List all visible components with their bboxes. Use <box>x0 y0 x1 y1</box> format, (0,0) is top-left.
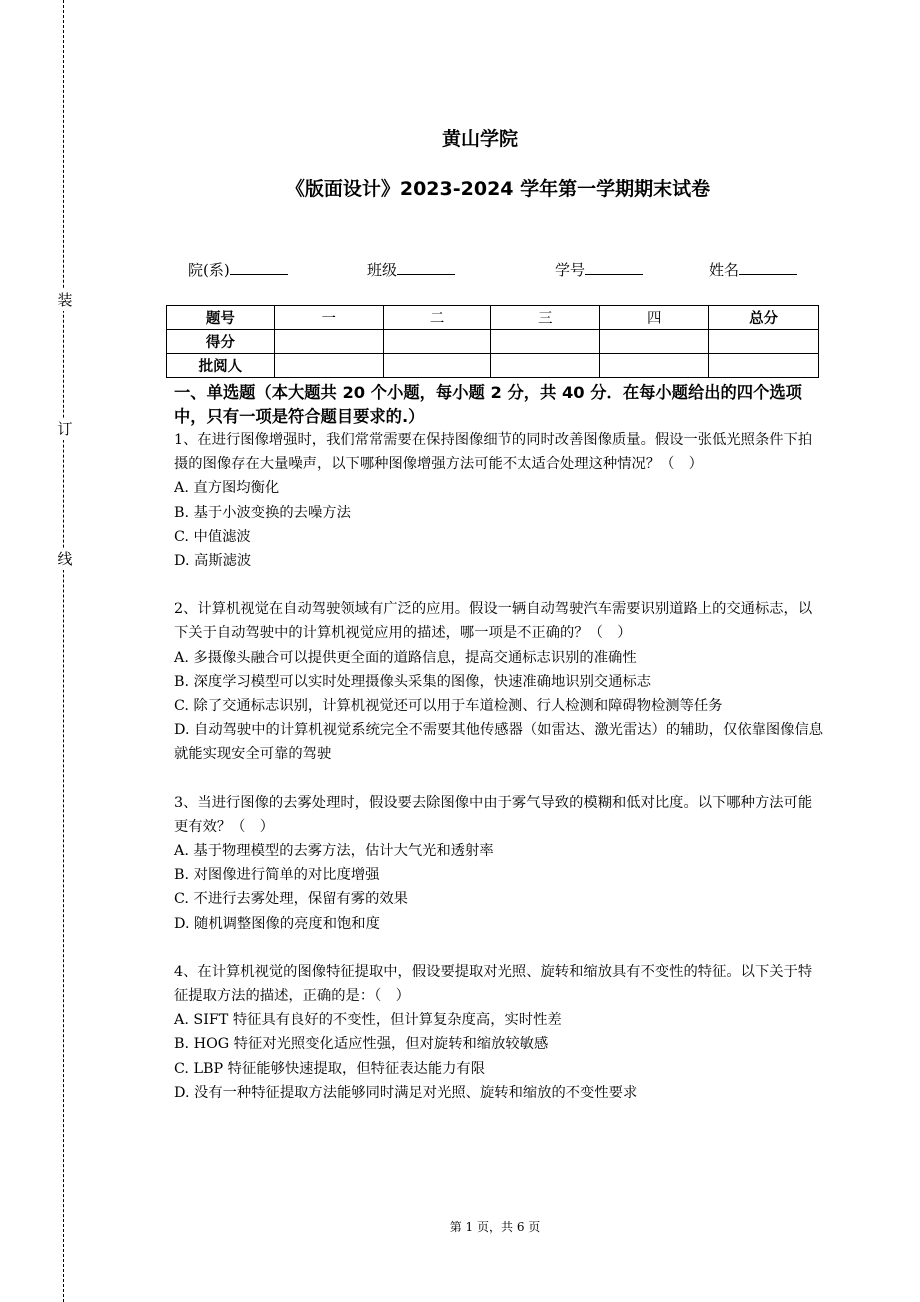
reviewer-cell[interactable] <box>600 354 709 378</box>
option-b[interactable]: B. 基于小波变换的去噪方法 <box>174 504 351 521</box>
question-stem: 4、在计算机视觉的图像特征提取中，假设要提取对光照、旋转和缩放具有不变性的特征。以下关于特征提取方法的描述，正确的是：（ ） <box>174 963 813 1005</box>
question-4 <box>174 960 824 1105</box>
student-id-label: 学号 <box>555 261 586 279</box>
option-a[interactable]: A. SIFT 特征具有良好的不变性，但计算复杂度高，实时性差 <box>174 1012 562 1029</box>
option-d[interactable]: D. 自动驾驶中的计算机视觉系统完全不需要其他传感器（如雷达、激光雷达）的辅助，仅依靠图像信息就能实现安全可靠的驾驶 <box>174 722 824 763</box>
reviewer-row <box>167 354 819 378</box>
binding-char-zhuang: 装 <box>57 291 73 309</box>
score-cell[interactable] <box>600 330 709 354</box>
option-d[interactable]: D. 没有一种特征提取方法能够同时满足对光照、旋转和缩放的不变性要求 <box>174 1084 638 1101</box>
class-blank[interactable] <box>397 259 455 275</box>
option-c[interactable]: C. 除了交通标志识别，计算机视觉还可以用于车道检测、行人检测和障碍物检测等任务 <box>174 698 723 715</box>
department-field <box>188 259 288 280</box>
option-d[interactable]: D. 随机调整图像的亮度和饱和度 <box>174 915 380 932</box>
reviewer-cell[interactable] <box>274 354 383 378</box>
score-row <box>167 330 819 354</box>
question-3 <box>174 791 824 936</box>
reviewer-row-label: 批阅人 <box>167 354 275 378</box>
option-a[interactable]: A. 直方图均衡化 <box>174 480 280 497</box>
class-field <box>367 259 455 280</box>
school-name: 黄山学院 <box>441 128 518 150</box>
score-cell[interactable] <box>709 330 819 354</box>
question-list <box>174 428 824 1129</box>
section-title: 一、单选题（本大题共 20 个小题，每小题 2 分，共 40 分．在每小题给出的四个选项中，只有一项是符合题目要求的.） <box>174 383 802 426</box>
name-label: 姓名 <box>709 261 740 279</box>
option-d[interactable]: D. 高斯滤波 <box>174 553 252 570</box>
binding-char-ding: 订 <box>57 420 73 438</box>
question-stem: 3、当进行图像的去雾处理时，假设要去除图像中由于雾气导致的模糊和低对比度。以下哪种方法可能更有效？（ ） <box>174 794 813 835</box>
score-table-header: 题号 <box>167 306 275 330</box>
option-a[interactable]: A. 基于物理模型的去雾方法，估计大气光和透射率 <box>174 843 494 860</box>
score-table-header: 二 <box>383 306 491 330</box>
question-2 <box>174 597 824 766</box>
option-b[interactable]: B. HOG 特征对光照变化适应性强，但对旋转和缩放较敏感 <box>174 1036 549 1053</box>
question-stem: 2、计算机视觉在自动驾驶领域有广泛的应用。假设一辆自动驾驶汽车需要识别道路上的交通标志，以下关于自动驾驶中的计算机视觉应用的描述，哪一项是不正确的？（ ） <box>174 601 813 642</box>
reviewer-cell[interactable] <box>491 354 600 378</box>
name-blank[interactable] <box>739 259 797 275</box>
score-row-label: 得分 <box>167 330 275 354</box>
exam-title: 《版面设计》2023-2024 学年第一学期期末试卷 <box>285 178 711 200</box>
reviewer-cell[interactable] <box>709 354 819 378</box>
page-number: 第 1 页，共 6 页 <box>449 1220 541 1234</box>
department-blank[interactable] <box>230 259 288 275</box>
student-id-field <box>555 259 643 280</box>
score-table-header: 一 <box>274 306 383 330</box>
score-table <box>166 305 819 378</box>
class-label: 班级 <box>367 261 398 279</box>
score-table-header: 四 <box>600 306 709 330</box>
option-b[interactable]: B. 对图像进行简单的对比度增强 <box>174 867 380 884</box>
question-stem: 1、在进行图像增强时，我们常常需要在保持图像细节的同时改善图像质量。假设一张低光照条件下拍摄的图像存在大量噪声，以下哪种图像增强方法可能不太适合处理这种情况？（ ） <box>174 432 813 473</box>
student-id-blank[interactable] <box>585 259 643 275</box>
reviewer-cell[interactable] <box>383 354 491 378</box>
option-c[interactable]: C. 中值滤波 <box>174 528 251 545</box>
department-label: 院(系) <box>188 261 230 279</box>
option-c[interactable]: C. LBP 特征能够快速提取，但特征表达能力有限 <box>174 1060 486 1077</box>
option-a[interactable]: A. 多摄像头融合可以提供更全面的道路信息，提高交通标志识别的准确性 <box>174 649 637 666</box>
score-cell[interactable] <box>383 330 491 354</box>
score-cell[interactable] <box>491 330 600 354</box>
question-1 <box>174 428 824 573</box>
binding-char-xian: 线 <box>57 550 73 568</box>
score-table-header: 总分 <box>709 306 819 330</box>
name-field <box>709 259 797 280</box>
option-b[interactable]: B. 深度学习模型可以实时处理摄像头采集的图像，快速准确地识别交通标志 <box>174 673 652 690</box>
score-table-header-row <box>167 306 819 330</box>
score-cell[interactable] <box>274 330 383 354</box>
option-c[interactable]: C. 不进行去雾处理，保留有雾的效果 <box>174 891 408 908</box>
score-table-header: 三 <box>491 306 600 330</box>
